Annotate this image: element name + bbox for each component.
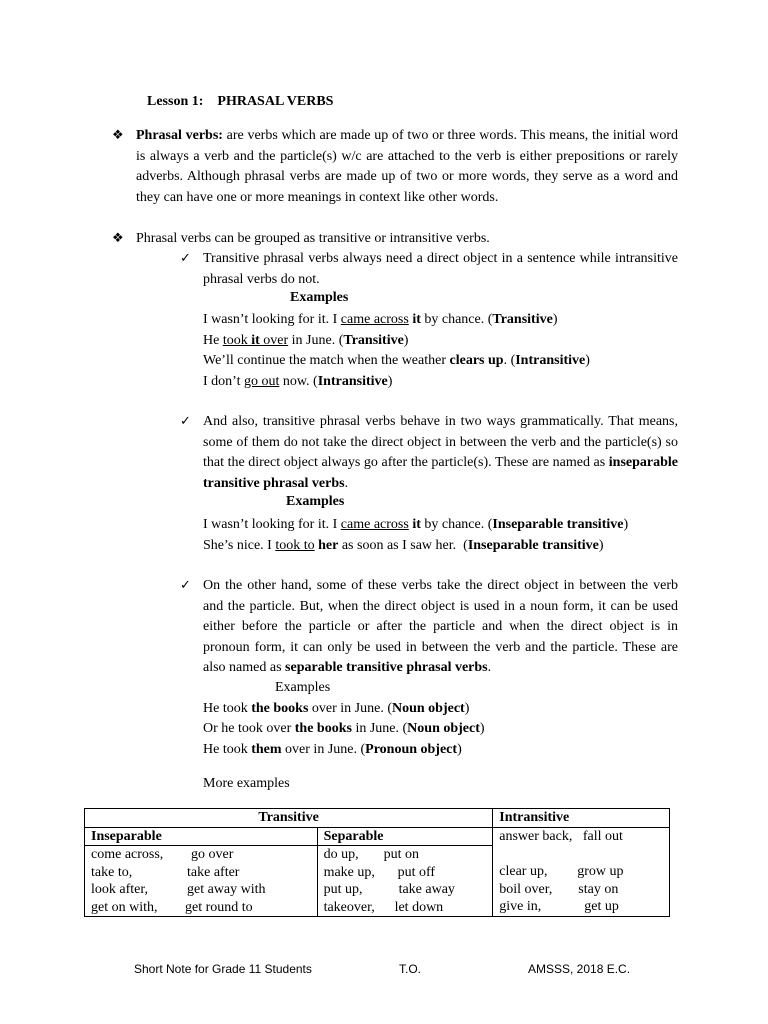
inseparable-header: Inseparable xyxy=(85,827,318,846)
bullet-grouping xyxy=(112,229,678,250)
lesson-title: Lesson 1: PHRASAL VERBS xyxy=(147,94,334,109)
transitive-explanation: Transitive phrasal verbs always need a direct object in a sentence while intransitive phrasal verbs do not. xyxy=(203,251,678,287)
inseparable-list: come across, go over take to, take after look after, get away with get on with, get round to xyxy=(85,846,318,917)
footer-center: T.O. xyxy=(399,962,422,976)
example-sentence: He took the books over in June. (Noun object) xyxy=(203,701,470,716)
checkmark-icon: ✓ xyxy=(180,251,191,266)
separable-list: do up, put on make up, put off put up, take away takeover, let down xyxy=(317,846,493,917)
example-sentence: Or he took over the books in June. (Noun object) xyxy=(203,721,485,736)
intransitive-header: Intransitive xyxy=(493,809,670,828)
example-sentence: We’ll continue the match when the weather clears up. (Intransitive) xyxy=(203,353,590,368)
separable-term: separable transitive phrasal verbs xyxy=(285,660,488,675)
inseparable-explanation: And also, transitive phrasal verbs behave in two ways grammatically. That means, some of them do not take the direct object in between the verb and the particle(s) so that the direct object always go after the particle(s). These are named as xyxy=(203,414,678,470)
check-item-inseparable: ✓ And also, transitive phrasal verbs behave in two ways grammatically. That means, some of them do not take the direct object in between the verb and the particle(s) so that the direct object always go after the particle(s). These are named as inseparable transitive phrasal verbs. xyxy=(180,414,678,491)
example-sentence: I wasn’t looking for it. I came across it by chance. (Inseparable transitive) xyxy=(203,517,629,532)
check-item-separable: ✓ On the other hand, some of these verbs take the direct object in between the verb and the particle. But, when the direct object is used in a noun form, it can be used either before the particle or after the particle and when the direct object is in pronoun form, it can only be used in between the verb and the particle. These are also named as separable transitive phrasal verbs. xyxy=(180,578,678,675)
examples-heading: Examples xyxy=(275,680,331,695)
check-item-transitive xyxy=(180,249,678,290)
checkmark-icon: ✓ xyxy=(180,414,191,429)
inseparable-term: inseparable transitive phrasal verbs xyxy=(203,455,678,491)
transitive-header: Transitive xyxy=(85,809,493,828)
table-cell: answer back, fall out xyxy=(493,827,670,846)
example-sentence: He took them over in June. (Pronoun object) xyxy=(203,742,462,757)
example-sentence: I don’t go out now. (Intransitive) xyxy=(203,374,393,389)
grouping-text: Phrasal verbs can be grouped as transitive or intransitive verbs. xyxy=(136,231,490,246)
diamond-bullet-icon: ❖ xyxy=(112,128,124,143)
more-examples-label: More examples xyxy=(203,776,290,791)
footer-left: Short Note for Grade 11 Students xyxy=(134,962,312,976)
example-sentence: I wasn’t looking for it. I came across it by chance. (Transitive) xyxy=(203,312,558,327)
intransitive-list: clear up, grow up boil over, stay on give in, get up xyxy=(493,846,670,917)
footer-right: AMSSS, 2018 E.C. xyxy=(528,962,631,976)
separable-explanation: On the other hand, some of these verbs take the direct object in between the verb and the particle. But, when the direct object is used in a noun form, it can be used either before the particle or after the particle and when the direct object is in pronoun form, it can only be used in between the verb and the particle. These are also named as xyxy=(203,578,678,675)
examples-heading: Examples xyxy=(286,494,345,509)
example-sentence: He took it over in June. (Transitive) xyxy=(203,333,409,348)
phrasal-verbs-table xyxy=(84,808,670,917)
example-sentence: She’s nice. I took to her as soon as I saw her. (Inseparable transitive) xyxy=(203,538,604,553)
definition-term: Phrasal verbs: xyxy=(136,128,223,143)
diamond-bullet-icon: ❖ xyxy=(112,231,124,246)
bullet-phrasal-verbs-definition xyxy=(112,126,678,208)
checkmark-icon: ✓ xyxy=(180,578,191,593)
examples-heading: Examples xyxy=(290,290,349,305)
separable-header: Separable xyxy=(317,827,493,846)
definition-text: are verbs which are made up of two or three words. This means, the initial word is always a verb and the particle(s) w/c are attached to the verb is either prepositions or rarely adverbs. Although phrasal verbs are made up of two or more words, they serve as a word and they can have one or more meanings in context like other words. xyxy=(136,128,678,205)
